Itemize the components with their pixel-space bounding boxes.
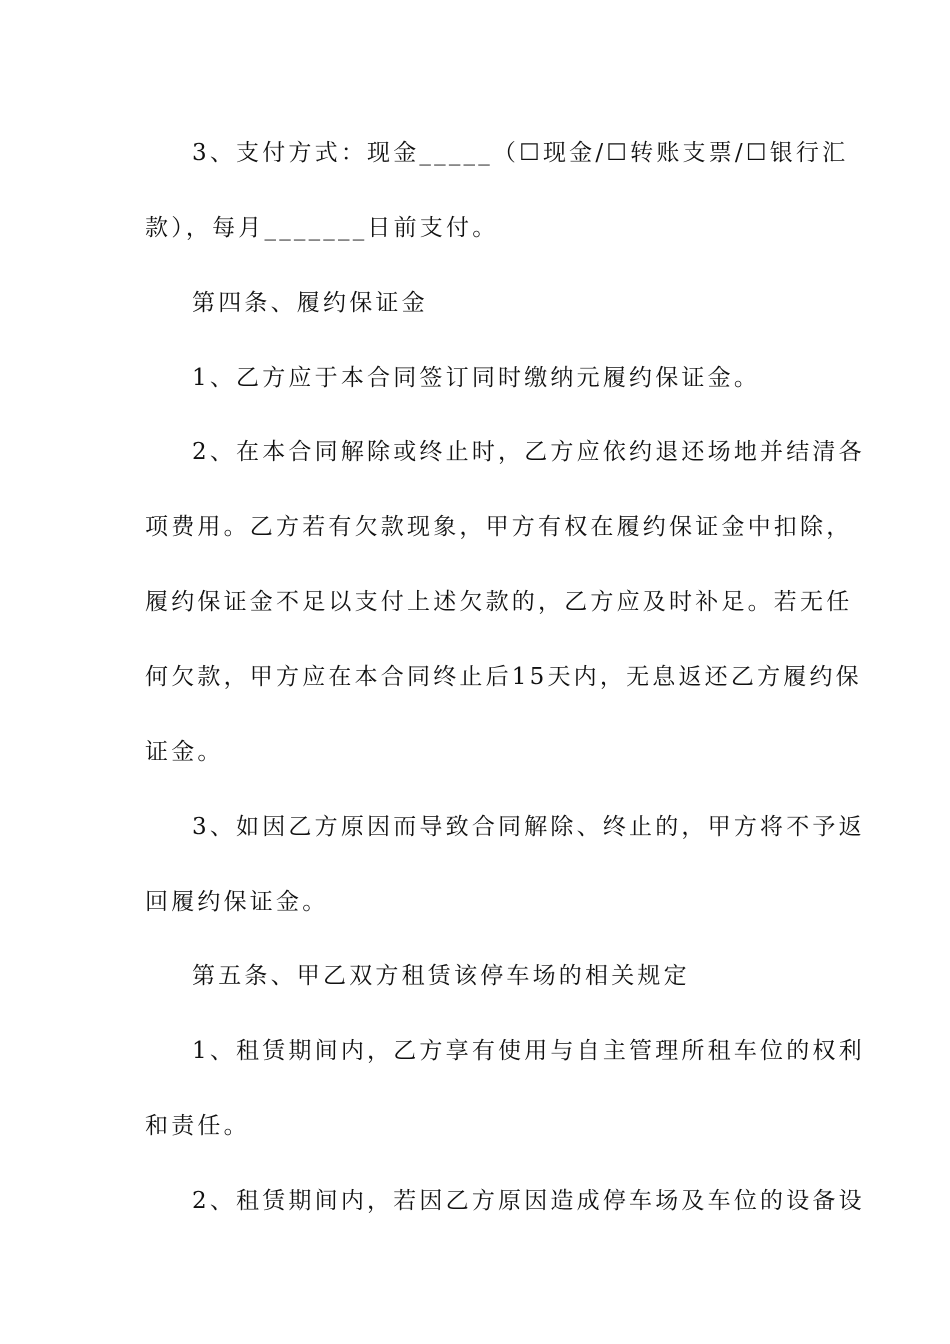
deposit-clause-1: 1、乙方应于本合同签订同时缴纳元履约保证金。 <box>192 365 761 391</box>
article-five-heading: 第五条、甲乙双方租赁该停车场的相关规定 <box>192 963 690 989</box>
deposit-clause-3-line-1: 3、如因乙方原因而导致合同解除、终止的，甲方将不予返 <box>192 814 865 840</box>
deposit-clause-2-line-5: 证金。 <box>145 739 224 765</box>
deposit-clause-2-line-4: 何欠款，甲方应在本合同终止后15天内，无息返还乙方履约保 <box>145 664 862 690</box>
rules-clause-1-line-1: 1、租赁期间内，乙方享有使用与自主管理所租车位的权利 <box>192 1038 865 1064</box>
deposit-clause-3-line-2: 回履约保证金。 <box>145 889 329 915</box>
deposit-clause-2-line-1: 2、在本合同解除或终止时，乙方应依约退还场地并结清各 <box>192 439 865 465</box>
deposit-clause-2-line-2: 项费用。乙方若有欠款现象，甲方有权在履约保证金中扣除， <box>145 514 853 540</box>
payment-date-line: 款），每月_______日前支付。 <box>145 215 499 241</box>
payment-method-line: 3、支付方式：现金_____（☐现金/☐转账支票/☐银行汇 <box>192 140 849 166</box>
rules-clause-2-line-1: 2、租赁期间内，若因乙方原因造成停车场及车位的设备设 <box>192 1188 865 1214</box>
deposit-clause-2-line-3: 履约保证金不足以支付上述欠款的，乙方应及时补足。若无任 <box>145 589 853 615</box>
article-four-heading: 第四条、履约保证金 <box>192 290 428 316</box>
rules-clause-1-line-2: 和责任。 <box>145 1113 250 1139</box>
